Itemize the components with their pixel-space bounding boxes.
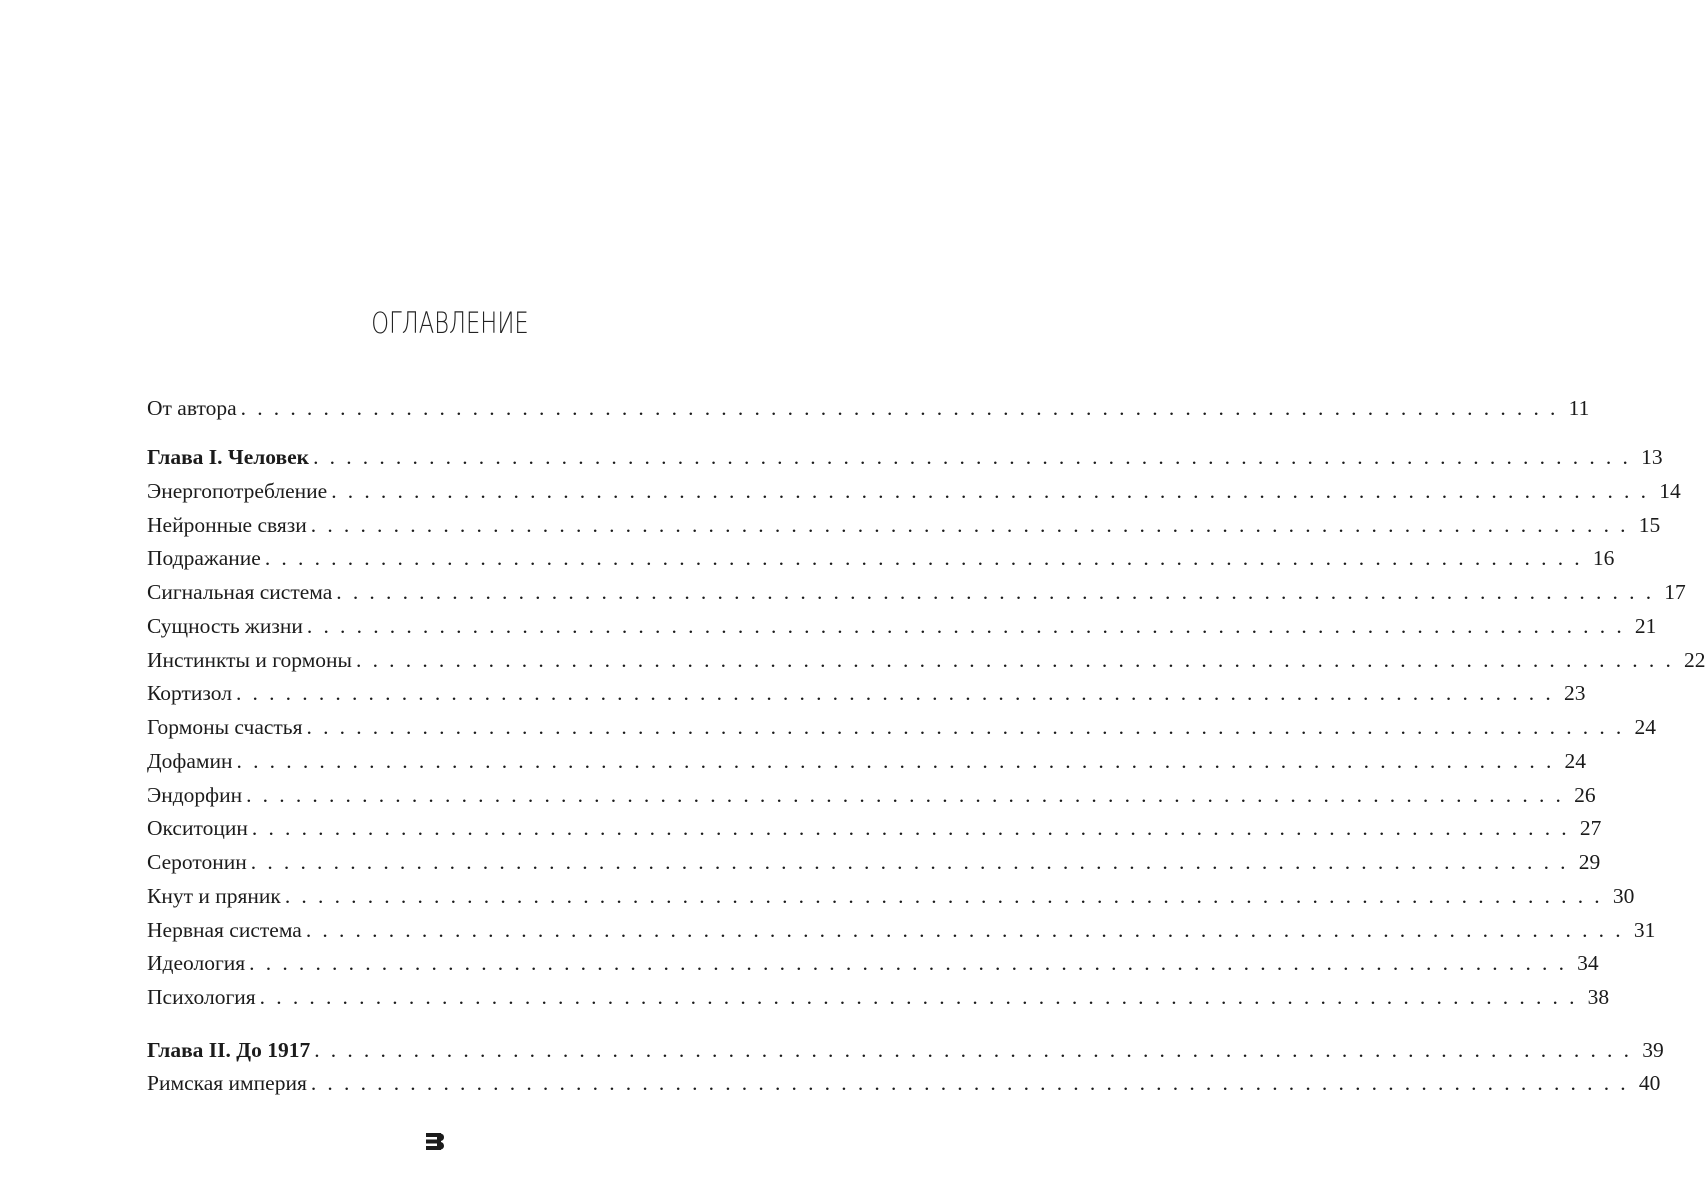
toc-entry-title: Психология [147, 982, 260, 1012]
toc-entry-title: Идеология [147, 948, 249, 978]
toc-row [147, 881, 1635, 911]
toc-dot-leader: ................................................................................ [264, 546, 1591, 570]
toc-dot-leader: ................................................................................ [236, 749, 1563, 773]
toc-page-number: 14 [1659, 479, 1681, 503]
toc-entry-title: Сущность жизни [147, 611, 307, 641]
toc-page-number: 39 [1642, 1038, 1664, 1062]
toc-row [147, 543, 1615, 573]
toc-chapter-row [147, 442, 1663, 472]
toc-entry-title: Окситоцин [147, 813, 252, 843]
toc-page-number: 11 [1568, 396, 1590, 420]
toc-page-number: 40 [1638, 1071, 1661, 1095]
toc-entry-title: Сигнальная система [147, 577, 336, 607]
publisher-logo-icon [426, 1133, 444, 1150]
toc-page-number: 30 [1612, 884, 1635, 908]
toc-dot-leader: ................................................................................ [306, 715, 1633, 739]
toc-row [147, 510, 1661, 540]
toc-row [147, 393, 1590, 423]
page-title: ОГЛАВЛЕНИЕ [371, 306, 529, 340]
toc-dot-leader: ................................................................................ [314, 1038, 1641, 1062]
toc-entry-title: Нервная система [147, 915, 306, 945]
toc-dot-leader: ................................................................................ [331, 479, 1658, 503]
toc-row [147, 678, 1586, 708]
toc-dot-leader: ................................................................................ [310, 513, 1637, 537]
toc-row [147, 915, 1656, 945]
toc-entry-title: Римская империя [147, 1068, 311, 1098]
toc-dot-leader: ................................................................................ [306, 614, 1633, 638]
toc-entry-title: Гормоны счастья [147, 712, 307, 742]
toc-dot-leader: ................................................................................ [251, 816, 1578, 840]
toc-row [147, 982, 1610, 1012]
toc-page-number: 16 [1592, 546, 1615, 570]
toc-entry-title: Кнут и пряник [147, 881, 285, 911]
toc-page-number: 34 [1577, 951, 1599, 975]
toc-dot-leader: ................................................................................ [305, 918, 1632, 942]
toc-dot-leader: ................................................................................ [240, 396, 1567, 420]
toc-entry-title: Эндорфин [147, 780, 246, 810]
toc-dot-leader: ................................................................................ [259, 985, 1586, 1009]
toc-page-number: 31 [1633, 918, 1656, 942]
toc-entry-title: Подражание [147, 543, 265, 573]
toc-chapter-row [147, 1035, 1664, 1065]
toc-entry-title: Глава I. Человек [147, 442, 313, 472]
toc-entry-title: Кортизол [147, 678, 236, 708]
toc-page-number: 23 [1563, 681, 1586, 705]
toc-dot-leader: ................................................................................ [356, 648, 1683, 672]
toc-dot-leader: ................................................................................ [310, 1071, 1637, 1095]
toc-entry-title: Энергопотребление [147, 476, 331, 506]
toc-page-number: 24 [1634, 715, 1656, 739]
toc-entry-title: Глава II. До 1917 [147, 1035, 314, 1065]
toc-row [147, 577, 1686, 607]
toc-dot-leader: ................................................................................ [336, 580, 1663, 604]
toc-dot-leader: ................................................................................ [250, 850, 1577, 874]
toc-dot-leader: ................................................................................ [284, 884, 1611, 908]
toc-page-number: 38 [1587, 985, 1610, 1009]
toc-entry-title: Серотонин [147, 847, 251, 877]
toc-row [147, 645, 1706, 675]
toc-row [147, 813, 1602, 843]
toc-dot-leader: ................................................................................ [249, 951, 1576, 975]
toc-row [147, 780, 1596, 810]
toc-row [147, 948, 1599, 978]
toc-row [147, 476, 1681, 506]
toc-page-number: 13 [1641, 445, 1663, 469]
toc-entry-title: Дофамин [147, 746, 237, 776]
toc-page-number: 17 [1664, 580, 1686, 604]
toc-page-number: 22 [1684, 648, 1706, 672]
toc-row [147, 1068, 1661, 1098]
toc-entry-title: Нейронные связи [147, 510, 311, 540]
toc-row [147, 611, 1657, 641]
toc-entry-title: Инстинкты и гормоны [147, 645, 356, 675]
toc-row [147, 712, 1656, 742]
toc-row [147, 746, 1587, 776]
toc-page-number: 26 [1574, 783, 1596, 807]
toc-dot-leader: ................................................................................ [246, 783, 1573, 807]
toc-page-number: 24 [1564, 749, 1587, 773]
toc-page-number: 29 [1578, 850, 1601, 874]
toc-dot-leader: ................................................................................ [313, 445, 1640, 469]
toc-dot-leader: ................................................................................ [235, 681, 1562, 705]
toc-entry-title: От автора [147, 393, 241, 423]
toc-page-number: 27 [1579, 816, 1602, 840]
toc-row [147, 847, 1601, 877]
toc-page-number: 21 [1634, 614, 1657, 638]
toc-page-number: 15 [1638, 513, 1661, 537]
